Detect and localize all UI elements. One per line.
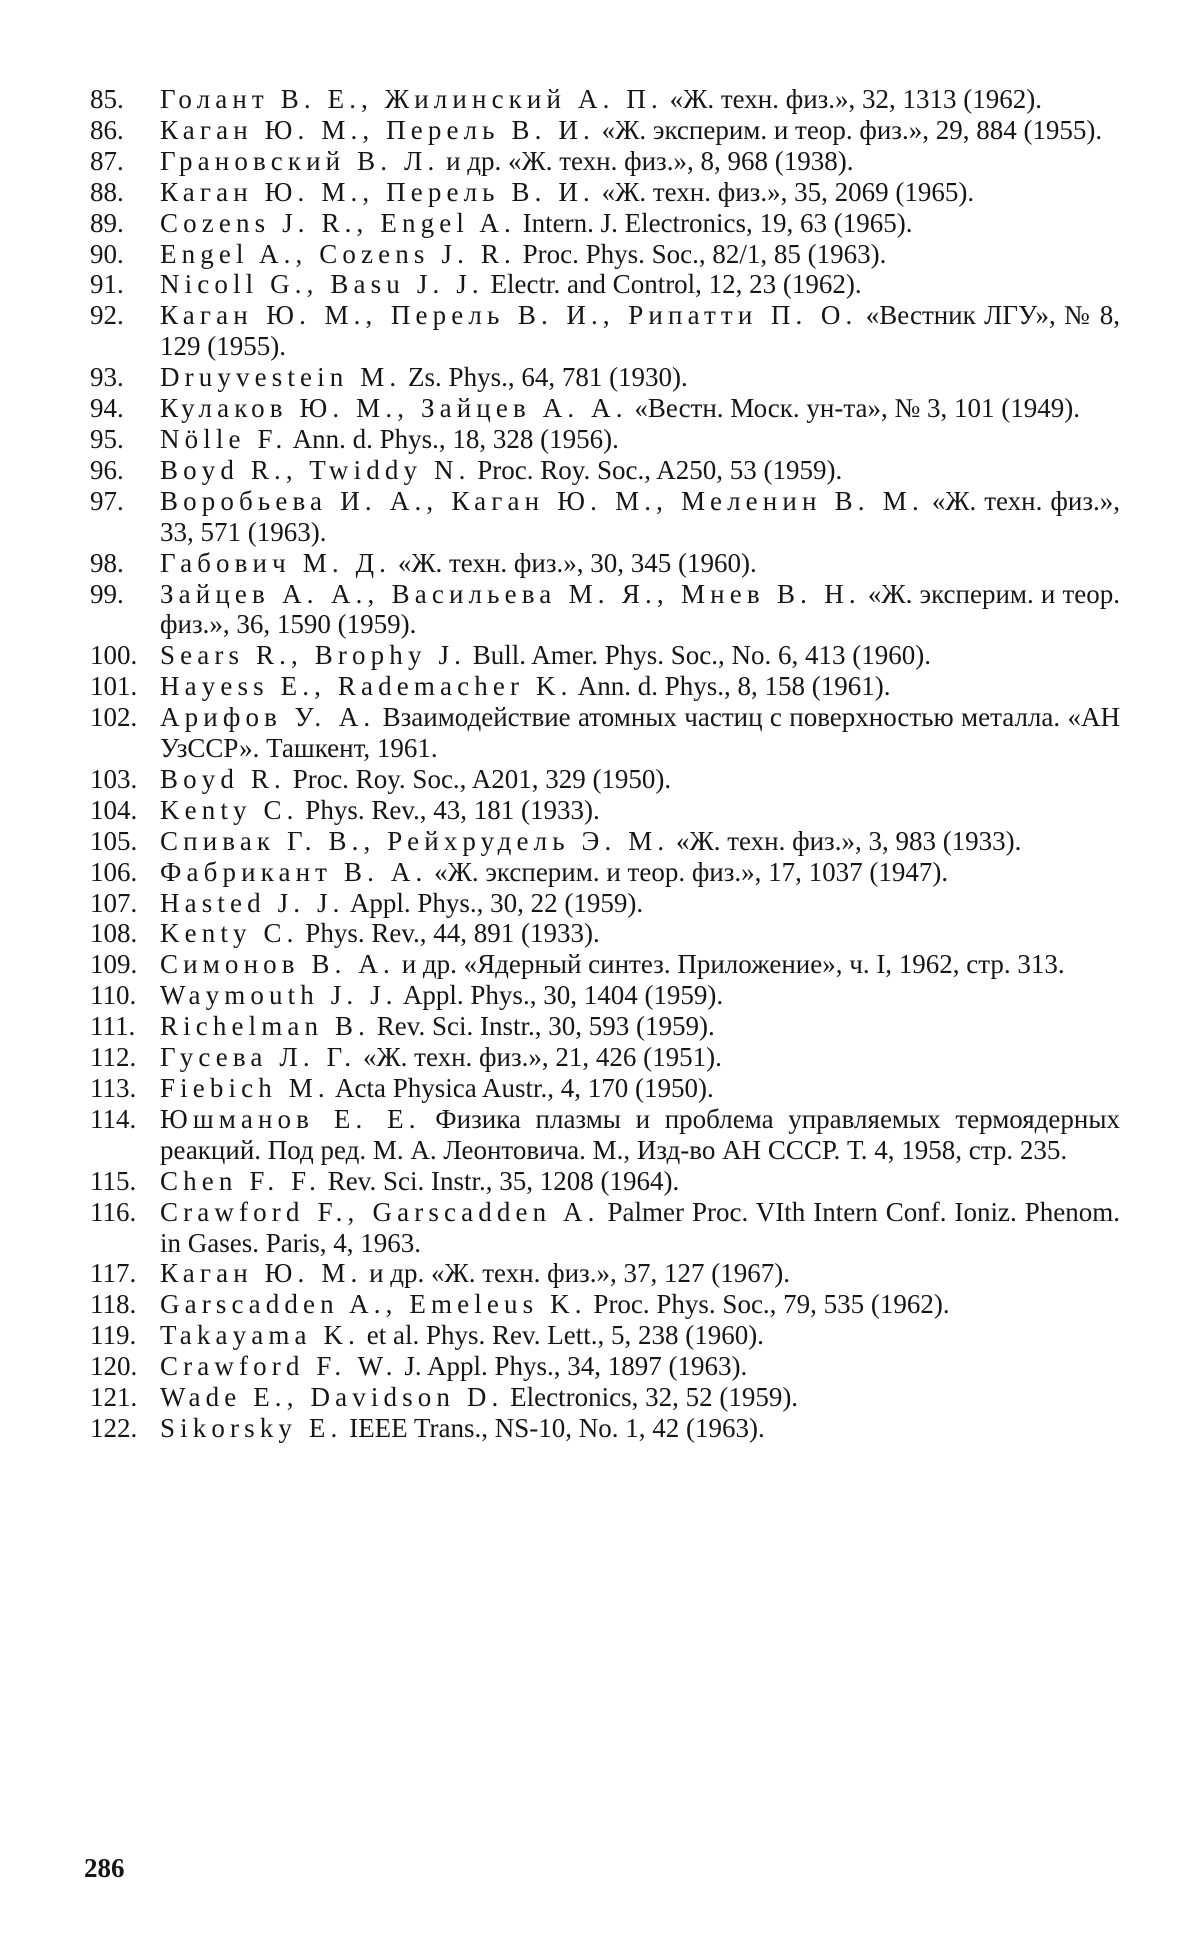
reference-citation: Electronics, 32, 52 (1959). (503, 1382, 799, 1413)
reference-item (90, 1258, 1120, 1289)
reference-citation: J. Appl. Phys., 34, 1897 (1963). (397, 1351, 748, 1382)
reference-authors: Crawford F. W. (160, 1351, 398, 1382)
reference-number: 111. (90, 1011, 136, 1042)
reference-item (90, 1413, 1120, 1444)
reference-number: 99. (90, 578, 124, 609)
reference-item (90, 1320, 1120, 1351)
reference-item (90, 857, 1120, 888)
reference-text (160, 1042, 1120, 1073)
reference-item (90, 146, 1120, 177)
reference-text (160, 239, 1120, 270)
reference-authors: Fiebich M. (160, 1073, 330, 1103)
reference-item (90, 1073, 1120, 1104)
reference-citation: и др. «Ядерный синтез. Приложение», ч. I, 1962, стр. 313. (394, 949, 1065, 980)
reference-authors: Crawford F., Garscadden A. (160, 1196, 600, 1227)
reference-number: 97. (90, 485, 124, 516)
reference-authors: Druyvestein M. (160, 362, 402, 393)
reference-text (160, 548, 1120, 579)
reference-item (90, 548, 1120, 579)
reference-item (90, 269, 1120, 300)
reference-citation: и др. «Ж. техн. физ.», 8, 968 (1938). (439, 145, 854, 176)
reference-authors: Симонов В. А. (160, 949, 395, 980)
reference-text (160, 177, 1120, 208)
reference-authors: Takayama K. (160, 1320, 360, 1351)
reference-citation: Acta Physica Austr., 4, 170 (1950). (329, 1073, 714, 1103)
reference-text (160, 1382, 1120, 1413)
reference-number: 106. (90, 856, 138, 887)
reference-number: 110. (90, 980, 137, 1011)
reference-item (90, 949, 1120, 980)
reference-number: 103. (90, 763, 138, 794)
reference-authors: Кулаков Ю. М., Зайцев А. А. (160, 393, 628, 424)
reference-item (90, 1042, 1120, 1073)
reference-authors: Hayess E., Rademacher K. (160, 671, 573, 702)
reference-authors: Boyd R. (160, 763, 286, 794)
reference-text (160, 579, 1120, 641)
reference-item (90, 918, 1120, 949)
reference-text (160, 362, 1120, 393)
reference-citation: «Вестн. Моск. ун-та», № 3, 101 (1949). (627, 393, 1080, 424)
reference-authors: Фабрикант В. А. (160, 856, 428, 887)
reference-authors: Waymouth J. J. (160, 980, 398, 1011)
reference-number: 98. (90, 547, 124, 578)
reference-authors: Голант В. Е., Жилинский А. П. (160, 84, 663, 114)
reference-citation: Palmer Proc. VIth Intern Conf. Ioniz. Phenom. in Gases. Paris, 4, 1963. (160, 1196, 1121, 1258)
reference-citation: Физика плазмы и проблема управляемых термоядерных реакций. Под ред. М. А. Леонтовича. М., Изд-во АН СССР. Т. 4, 1958, стр. 235. (160, 1103, 1120, 1165)
reference-number: 107. (90, 887, 138, 918)
reference-authors: Юшманов Е. Е. (160, 1103, 421, 1134)
reference-authors: Арифов У. А. (160, 702, 376, 733)
reference-citation: IEEE Trans., NS-10, No. 1, 42 (1963). (342, 1412, 765, 1443)
reference-text (160, 393, 1120, 424)
reference-item (90, 424, 1120, 455)
reference-text (160, 764, 1120, 795)
reference-text (160, 671, 1120, 702)
reference-item (90, 888, 1120, 919)
reference-number: 92. (90, 300, 124, 331)
reference-citation: Appl. Phys., 30, 1404 (1959). (397, 980, 724, 1011)
reference-text (160, 455, 1120, 486)
reference-text (160, 702, 1120, 764)
reference-number: 88. (90, 176, 124, 207)
reference-authors: Chen F. F. (160, 1165, 322, 1196)
reference-text (160, 918, 1120, 949)
reference-number: 122. (90, 1412, 138, 1443)
reference-number: 105. (90, 825, 138, 856)
reference-citation: «Ж. техн. физ.», 3, 983 (1933). (669, 825, 1022, 856)
reference-text (160, 1197, 1120, 1259)
reference-number: 96. (90, 454, 124, 485)
reference-item (90, 208, 1120, 239)
reference-text (160, 208, 1120, 239)
reference-number: 113. (90, 1073, 137, 1103)
reference-authors: Габович М. Д. (160, 547, 392, 578)
reference-authors: Спивак Г. В., Рейхрудель Э. М. (160, 825, 670, 856)
reference-citation: «Ж. техн. физ.», 32, 1313 (1962). (662, 84, 1043, 114)
reference-citation: «Ж. техн. физ.», 33, 571 (1963). (160, 485, 1120, 547)
reference-item (90, 826, 1120, 857)
reference-text (160, 826, 1120, 857)
reference-number: 104. (90, 794, 138, 825)
reference-item (90, 177, 1120, 208)
reference-number: 94. (90, 393, 124, 424)
reference-citation: «Вестник ЛГУ», № 8, 129 (1955). (160, 300, 1121, 362)
reference-citation: Appl. Phys., 30, 22 (1959). (344, 887, 644, 918)
page-number: 286 (84, 1853, 125, 1883)
reference-text (160, 857, 1120, 888)
reference-authors: Engel A., Cozens J. R. (160, 238, 516, 269)
reference-item (90, 671, 1120, 702)
reference-number: 95. (90, 423, 124, 454)
reference-authors: Каган Ю. М., Перель В. И. (160, 114, 595, 145)
reference-authors: Wade E., Davidson D. (160, 1382, 504, 1413)
reference-text (160, 1289, 1120, 1320)
reference-citation: Proc. Phys. Soc., 79, 535 (1962). (586, 1289, 950, 1320)
reference-item (90, 795, 1120, 826)
reference-number: 87. (90, 145, 124, 176)
reference-authors: Cozens J. R., Engel A. (160, 207, 516, 238)
reference-citation: Phys. Rev., 44, 891 (1933). (298, 918, 600, 949)
reference-number: 121. (90, 1382, 138, 1413)
reference-authors: Kenty C. (160, 918, 299, 949)
reference-number: 100. (90, 640, 138, 671)
reference-text (160, 1011, 1120, 1042)
reference-text (160, 888, 1120, 919)
reference-citation: «Ж. техн. физ.», 30, 345 (1960). (391, 547, 757, 578)
reference-number: 115. (90, 1165, 137, 1196)
reference-citation: Zs. Phys., 64, 781 (1930). (401, 362, 688, 393)
reference-text (160, 980, 1120, 1011)
reference-text (160, 84, 1120, 115)
reference-number: 101. (90, 671, 138, 702)
reference-text (160, 269, 1120, 300)
reference-number: 117. (90, 1258, 137, 1289)
reference-item (90, 702, 1120, 764)
reference-authors: Kenty C. (160, 794, 299, 825)
reference-item (90, 300, 1120, 362)
reference-authors: Nölle F. (160, 423, 288, 454)
reference-citation: Proc. Roy. Soc., A250, 53 (1959). (470, 454, 843, 485)
reference-citation: «Ж. техн. физ.», 21, 426 (1951). (356, 1042, 722, 1073)
reference-item (90, 1166, 1120, 1197)
reference-citation: Electr. and Control, 12, 23 (1962). (483, 269, 862, 300)
reference-item (90, 393, 1120, 424)
reference-text (160, 424, 1120, 455)
reference-citation: Phys. Rev., 43, 181 (1933). (298, 794, 600, 825)
reference-authors: Гусева Л. Г. (160, 1042, 357, 1073)
reference-item (90, 115, 1120, 146)
reference-citation: Rev. Sci. Instr., 35, 1208 (1964). (321, 1165, 680, 1196)
reference-number: 114. (90, 1103, 137, 1134)
reference-text (160, 1073, 1120, 1104)
reference-text (160, 115, 1120, 146)
reference-text (160, 1351, 1120, 1382)
reference-text (160, 1258, 1120, 1289)
reference-authors: Garscadden A., Emeleus K. (160, 1289, 587, 1320)
reference-citation: Proc. Phys. Soc., 82/1, 85 (1963). (515, 238, 887, 269)
reference-item (90, 764, 1120, 795)
reference-authors: Каган Ю. М., Перель В. И. (160, 176, 595, 207)
reference-text (160, 949, 1120, 980)
reference-item (90, 640, 1120, 671)
reference-number: 118. (90, 1289, 137, 1320)
reference-number: 89. (90, 207, 124, 238)
reference-citation: Bull. Amer. Phys. Soc., No. 6, 413 (1960). (465, 640, 931, 671)
reference-item (90, 486, 1120, 548)
reference-item (90, 1011, 1120, 1042)
reference-citation: и др. «Ж. техн. физ.», 37, 127 (1967). (362, 1258, 790, 1289)
reference-text (160, 1413, 1120, 1444)
reference-number: 90. (90, 238, 124, 269)
reference-number: 93. (90, 362, 124, 393)
reference-citation: «Ж. эксперим. и теор. физ.», 36, 1590 (1959). (160, 578, 1120, 640)
reference-authors: Воробьева И. А., Каган Ю. М., Меленин В. М. (160, 485, 924, 516)
reference-number: 120. (90, 1351, 138, 1382)
reference-authors: Hasted J. J. (160, 887, 345, 918)
reference-text (160, 1104, 1120, 1166)
reference-number: 102. (90, 702, 138, 733)
reference-item (90, 362, 1120, 393)
reference-number: 109. (90, 949, 138, 980)
reference-item (90, 1382, 1120, 1413)
reference-item (90, 1104, 1120, 1166)
reference-citation: et al. Phys. Rev. Lett., 5, 238 (1960). (359, 1320, 764, 1351)
reference-text (160, 486, 1120, 548)
reference-authors: Зайцев А. А., Васильева М. Я., Мнев В. Н. (160, 578, 861, 609)
reference-number: 91. (90, 269, 124, 300)
reference-list (90, 84, 1120, 1444)
reference-authors: Каган Ю. М., Перель В. И., Рипатти П. О. (160, 300, 858, 331)
reference-number: 116. (90, 1196, 137, 1227)
reference-text (160, 1166, 1120, 1197)
reference-item (90, 239, 1120, 270)
reference-text (160, 1320, 1120, 1351)
reference-item (90, 1351, 1120, 1382)
reference-number: 108. (90, 918, 138, 949)
reference-citation: Intern. J. Electronics, 19, 63 (1965). (515, 207, 913, 238)
reference-text (160, 300, 1120, 362)
reference-citation: Proc. Roy. Soc., A201, 329 (1950). (285, 763, 672, 794)
reference-item (90, 579, 1120, 641)
reference-citation: Ann. d. Phys., 8, 158 (1961). (572, 671, 891, 702)
reference-citation: «Ж. эксперим. и теор. физ.», 17, 1037 (1947). (427, 856, 949, 887)
reference-item (90, 1197, 1120, 1259)
reference-item (90, 980, 1120, 1011)
reference-authors: Sikorsky E. (160, 1412, 343, 1443)
reference-item (90, 84, 1120, 115)
reference-authors: Richelman B. (160, 1011, 371, 1042)
reference-citation: Ann. d. Phys., 18, 328 (1956). (287, 423, 619, 454)
reference-authors: Sears R., Brophy J. (160, 640, 466, 671)
reference-text (160, 146, 1120, 177)
reference-authors: Грановский В. Л. (160, 145, 440, 176)
reference-citation: «Ж. техн. физ.», 35, 2069 (1965). (594, 176, 975, 207)
reference-citation: Rev. Sci. Instr., 30, 593 (1959). (370, 1011, 715, 1042)
reference-number: 119. (90, 1320, 137, 1351)
reference-authors: Каган Ю. М. (160, 1258, 363, 1289)
reference-citation: Взаимодействие атомных частиц с поверхностью металла. «АН УзССР». Ташкент, 1961. (160, 702, 1120, 764)
reference-text (160, 795, 1120, 826)
reference-citation: «Ж. эксперим. и теор. физ.», 29, 884 (1955). (594, 114, 1103, 145)
reference-number: 86. (90, 114, 124, 145)
reference-item (90, 455, 1120, 486)
reference-authors: Boyd R., Twiddy N. (160, 454, 471, 485)
reference-number: 112. (90, 1042, 137, 1073)
reference-item (90, 1289, 1120, 1320)
reference-number: 85. (90, 84, 124, 114)
reference-authors: Nicoll G., Basu J. J. (160, 269, 484, 300)
reference-text (160, 640, 1120, 671)
